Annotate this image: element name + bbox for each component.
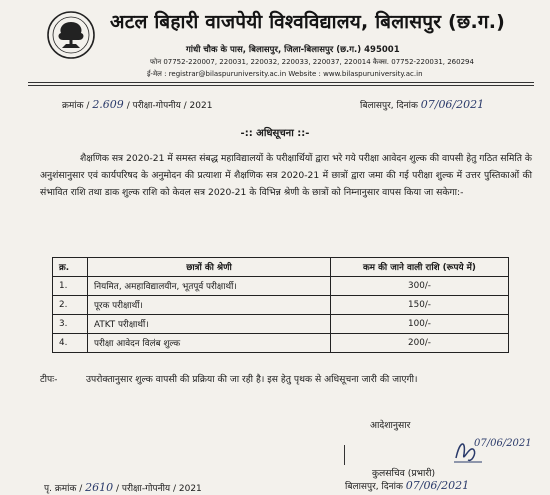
ref-suffix: / परीक्षा-गोपनीय / 2021 [126, 101, 213, 111]
row-category: परीक्षा आवेदन विलंब शुल्क [88, 334, 331, 353]
university-email: ई-मेल : registrar@bilaspuruniversity.ac.in Website : www.bilaspuruniversity.ac.in [147, 70, 423, 78]
ref-label: क्रमांक / [62, 101, 90, 111]
note-paragraph [40, 371, 530, 388]
row-serial: 3. [53, 315, 88, 334]
row-category: पूरक परीक्षार्थी। [88, 296, 331, 315]
header-category: छात्रों की श्रेणी [88, 258, 331, 277]
signature-date: 07/06/2021 [474, 438, 532, 449]
fee-refund-table [52, 257, 509, 353]
order-text: आदेशानुसार [370, 420, 411, 431]
university-address: गांधी चौक के पास, बिलासपुर, जिला-बिलासपुर (छ.ग.) 495001 [186, 45, 400, 55]
ref-label: पृ. क्रमांक / [44, 484, 83, 494]
table-row [53, 315, 509, 334]
notice-body [40, 150, 532, 201]
reference-number-bottom [44, 481, 202, 494]
table-row [53, 277, 509, 296]
place-date-bottom [345, 479, 469, 492]
row-amount: 100/- [331, 315, 509, 334]
header-divider [28, 82, 534, 83]
university-name: अटल बिहारी वाजपेयी विश्वविद्यालय, बिलासपुर (छ.ग.) [110, 11, 506, 33]
table-row [53, 296, 509, 315]
row-category: नियमित, अमहाविद्यालयीन, भूतपूर्व परीक्षार्थी। [88, 277, 331, 296]
place-label: बिलासपुर, दिनांक [345, 482, 403, 492]
body-paragraph: शैक्षणिक सत्र 2020-21 में समस्त संबद्ध महाविद्यालयों के परीक्षार्थियों द्वारा भरे गये परीक्षा आवेदन शुल्क की वापसी हेतु गठित समिति के अनुशंसानुसार एवं कार्यपरिषद के अनुमोदन की प्रत्याशा में शैक्षणिक सत्र 2020-21 में छात्रों द्वारा जमा की गई परीक्षा शुल्क में उत्तर पुस्तिकाओं की संभावित राशि तथा डाक शुल्क राशि को केवल सत्र 2020-21 के विभिन्न श्रेणी के छात्रों को निम्नानुसार वापस किया जा सकेगा:- [40, 153, 532, 198]
row-serial: 1. [53, 277, 88, 296]
signature-bracket [344, 445, 357, 465]
reference-number-top [62, 98, 212, 111]
ref-handwritten-number: 2610 [85, 481, 114, 494]
university-emblem-icon [46, 10, 96, 60]
row-amount: 300/- [331, 277, 509, 296]
handwritten-date: 07/06/2021 [405, 479, 470, 492]
handwritten-date: 07/06/2021 [420, 98, 485, 111]
table-row [53, 334, 509, 353]
note-label: टीपः- [40, 374, 58, 385]
ref-handwritten-number: 2.609 [92, 98, 124, 111]
place-date-top [360, 98, 484, 111]
row-serial: 4. [53, 334, 88, 353]
notice-title: -:: अधिसूचना ::- [240, 128, 310, 139]
row-category: ATKT परीक्षार्थी। [88, 315, 331, 334]
row-serial: 2. [53, 296, 88, 315]
header-divider-thin [28, 85, 534, 86]
header-amount: कम की जाने वाली राशि (रूपये में) [331, 258, 509, 277]
note-text: उपरोक्तानुसार शुल्क वापसी की प्रक्रिया की जा रही है। इस हेतु पृथक से अधिसूचना जारी की जाएगी। [86, 374, 418, 385]
signature [452, 434, 532, 472]
row-amount: 200/- [331, 334, 509, 353]
place-label: बिलासपुर, दिनांक [360, 101, 418, 111]
header-serial: क्र. [53, 258, 88, 277]
university-phone: फोन 07752-220007, 220031, 220032, 220033, 220037, 220014 कैक्स. 07752-220031, 260294 [150, 58, 474, 66]
table-header-row [53, 258, 509, 277]
row-amount: 150/- [331, 296, 509, 315]
registrar-title: कुलसचिव (प्रभारी) [372, 468, 436, 479]
ref-suffix: / परीक्षा-गोपनीय / 2021 [116, 484, 202, 494]
